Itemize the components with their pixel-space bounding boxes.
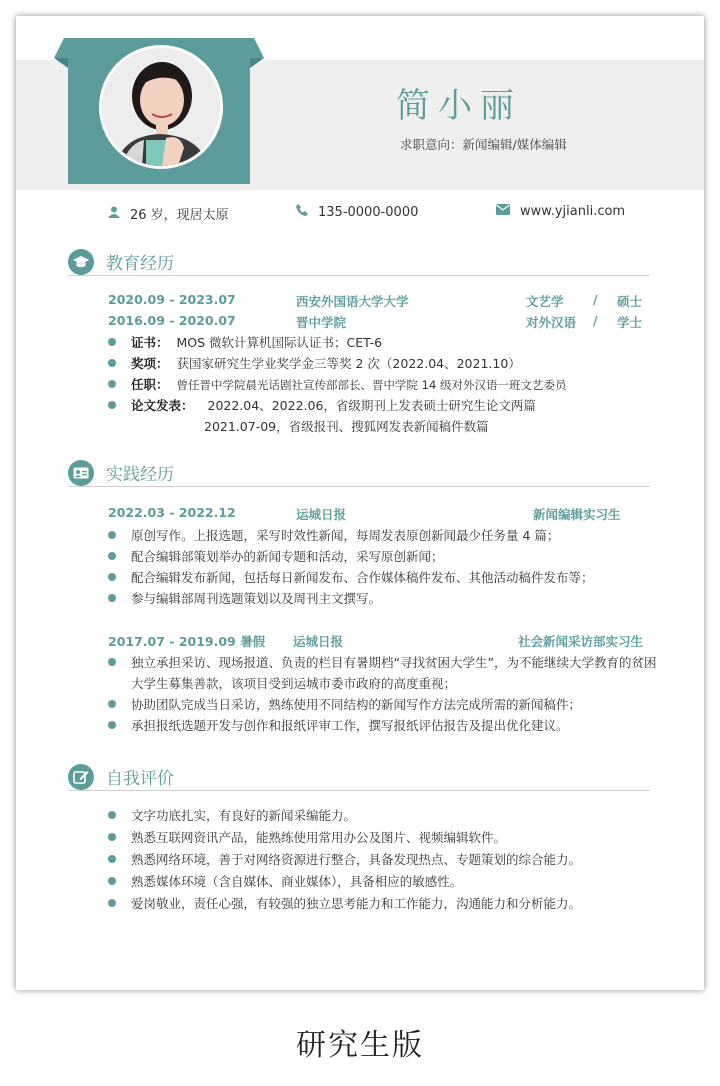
list-bullet — [108, 338, 116, 346]
edu-degree-1: 硕士 — [617, 294, 643, 309]
list-bullet — [108, 573, 116, 581]
list-bullet — [108, 401, 116, 409]
list-bullet — [108, 700, 116, 708]
graduation-cap-icon — [68, 249, 94, 275]
detail-text: 获国家研究生学业奖学金三等奖 2 次（2022.04、2021.10） — [176, 356, 521, 371]
edu-sep-2: / — [593, 313, 598, 328]
job-role-2: 社会新闻采访部实习生 — [518, 634, 644, 649]
education-section-header — [68, 247, 650, 276]
list-bullet — [108, 380, 116, 388]
edu-school-2: 晋中学院 — [296, 315, 347, 330]
job2-item: 独立承担采访、现场报道、负责的栏目有暑期档“寻找贫困大学生”，为不能继续大学教育的贫困 — [131, 655, 657, 670]
detail-text: 曾任晋中学院晨光话剧社宣传部部长、晋中学院 14 级对外汉语一班文艺委员 — [176, 378, 567, 392]
detail-label: 证书： — [131, 335, 169, 350]
resume-page — [16, 16, 704, 990]
detail-label: 论文发表： — [131, 398, 194, 413]
list-bullet — [108, 899, 116, 907]
job1-item: 配合编辑部策划举办的新闻专题和活动，采写原创新闻； — [131, 549, 444, 564]
edu-detail-position — [131, 375, 566, 393]
contact-age-location — [108, 204, 229, 223]
detail-text: MOS 微软计算机国际认证书；CET-6 — [176, 335, 383, 350]
job-company-1: 运城日报 — [296, 507, 347, 522]
id-card-icon — [68, 460, 94, 486]
website-text: www.yjianli.com — [520, 204, 626, 219]
job1-item: 原创写作。上报选题，采写时效性新闻，每周发表原创新闻最少任务量 4 篇； — [131, 528, 560, 543]
contact-website — [496, 204, 625, 219]
education-title: 教育经历 — [106, 254, 174, 274]
job-role-1: 新闻编辑实习生 — [533, 507, 621, 522]
edu-detail-certificate — [131, 333, 382, 351]
edu-detail-papers-line2: 2021.07-09，省级报刊、搜狐网发表新闻稿件数篇 — [204, 419, 489, 434]
self-eval-item: 爱岗敬业，责任心强，有较强的独立思考能力和工作能力，沟通能力和分析能力。 — [131, 896, 582, 911]
self-eval-item: 文字功底扎实，有良好的新闻采编能力。 — [131, 808, 357, 823]
mail-icon — [496, 204, 510, 219]
edu-major-1: 文艺学 — [526, 294, 564, 309]
job-period-1: 2022.03 - 2022.12 — [108, 505, 236, 520]
list-bullet — [108, 833, 116, 841]
edit-icon — [68, 764, 94, 790]
list-bullet — [108, 552, 116, 560]
detail-text: 2022.04、2022.06，省级期刊上发表硕士研究生论文两篇 — [207, 398, 536, 413]
job-period-2: 2017.07 - 2019.09 暑假 — [108, 634, 266, 649]
edu-period-1: 2020.09 - 2023.07 — [108, 292, 236, 307]
edu-detail-award — [131, 354, 521, 372]
self-eval-section-header — [68, 762, 650, 791]
self-eval-item: 熟悉互联网资讯产品，能熟练使用常用办公及图片、视频编辑软件。 — [131, 830, 507, 845]
list-bullet — [108, 877, 116, 885]
job1-item: 配合编辑发布新闻，包括每日新闻发布、合作媒体稿件发布、其他活动稿件发布等； — [131, 570, 594, 585]
list-bullet — [108, 811, 116, 819]
avatar — [99, 45, 223, 169]
edu-sep-1: / — [593, 292, 598, 307]
self-eval-item: 熟悉网络环境，善于对网络资源进行整合，具备发现热点、专题策划的综合能力。 — [131, 852, 582, 867]
practice-section-header — [68, 458, 650, 487]
job-intent: 求职意向：新闻编辑/媒体编辑 — [400, 137, 567, 152]
edu-detail-papers — [131, 396, 536, 414]
version-caption: 研究生版 — [296, 1028, 424, 1063]
list-bullet — [108, 531, 116, 539]
list-bullet — [108, 855, 116, 863]
job-company-2: 运城日报 — [293, 634, 344, 649]
edu-period-2: 2016.09 - 2020.07 — [108, 313, 236, 328]
list-bullet — [108, 721, 116, 729]
detail-label: 任职： — [131, 377, 169, 392]
job2-item: 协助团队完成当日采访，熟练使用不同结构的新闻写作方法完成所需的新闻稿件； — [131, 697, 582, 712]
candidate-name: 简小丽 — [396, 86, 522, 126]
self-eval-title: 自我评价 — [106, 769, 174, 789]
job2-item: 承担报纸选题开发与创作和报纸评审工作，撰写报纸评估报告及提出优化建议。 — [131, 718, 569, 733]
list-bullet — [108, 594, 116, 602]
phone-text: 135-0000-0000 — [318, 204, 419, 220]
list-bullet — [108, 359, 116, 367]
list-bullet — [108, 658, 116, 666]
practice-title: 实践经历 — [106, 465, 174, 485]
edu-major-2: 对外汉语 — [526, 315, 577, 330]
person-icon — [108, 206, 120, 222]
job1-item: 参与编辑部周刊选题策划以及周刊主文撰写。 — [131, 591, 382, 606]
job2-item-continued: 大学生募集善款，该项目受到运城市委市政府的高度重视； — [131, 676, 457, 691]
phone-icon — [296, 204, 308, 220]
contact-phone — [296, 204, 418, 220]
edu-school-1: 西安外国语大学大学 — [296, 294, 409, 309]
age-location-text: 26 岁，现居太原 — [130, 208, 229, 223]
self-eval-item: 熟悉媒体环境（含自媒体、商业媒体），具备相应的敏感性。 — [131, 874, 463, 889]
edu-degree-2: 学士 — [617, 315, 643, 330]
detail-label: 奖项： — [131, 356, 169, 371]
